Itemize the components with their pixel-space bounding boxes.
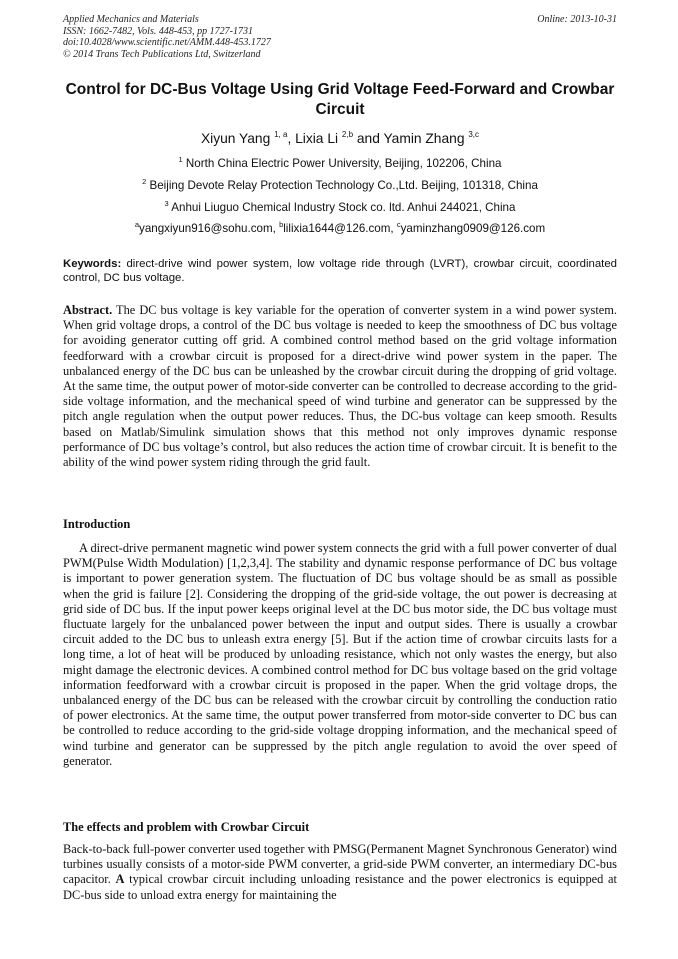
- journal-header: [63, 14, 617, 60]
- email-list: $^a$yangxiyun916@sohu.com, $^b$lilixia1644@126.com, $^c$yaminzhang0909@126.com: [134, 220, 546, 235]
- affiliation-superscript: 3: [164, 199, 169, 208]
- journal-name: Applied Mechanics and Materials: [63, 14, 199, 25]
- abstract-text: The DC bus voltage is key variable for the operation of converter system in a wind power system. When grid voltage drops, a control of the DC bus voltage is needed to keep the smoothness of DC bus voltage for avoiding generator cutting off grid. A combined control method based on the grid voltage information feedforward with a crowbar circuit is proposed for a direct-drive wind power system in the paper. The unbalanced energy of the DC bus can be unleashed by the crowbar circuit during the dropping of grid voltage. At the same time, the output power of motor-side converter can be controlled to decrease according to the grid-side voltage information, and the mechanical speed of wind turbine and generator can be suppressed by the pitch angle regulation when the output power reduces. Thus, the DC-bus voltage can keep smooth. Results based on Matlab/Simulink simulation shows that this method not only improves dynamic response performance of DC bus voltage’s control, but also reduces the action time of crowbar circuit. It is benefit to the ability of the wind power system riding through the grid fault.: [63, 303, 618, 470]
- copyright-line: © 2014 Trans Tech Publications Ltd, Switzerland: [63, 48, 261, 60]
- author-name: Xiyun Yang: [200, 131, 271, 146]
- abstract-label: Abstract.: [63, 303, 113, 317]
- keywords-block: [63, 257, 617, 285]
- email-superscript: b: [279, 220, 284, 229]
- affiliation-superscript: 2: [142, 177, 147, 186]
- introduction-paragraph: A direct-drive permanent magnetic wind power system connects the grid with a full power converter of dual PWM(Pulse Width Modulation) [1,2,3,4]. The stability and dynamic response performance of DC bus voltage is important to power generation system. The fluctuation of DC bus voltage should be as small as possible when the grid is failure [2]. Considering the dropping of the grid-side voltage, the out power is decreasing at grid side of DC bus. If the input power keeps original level at the DC bus motor side, the DC bus voltage must fluctuate largely for the unbalanced power between the input and output sides. There is usually a crowbar circuit added to the DC bus to unleash extra energy [5]. But if the action time of crowbar circuits lasts for a long time, a lot of heat will be produced by unloading resistance, which not only wastes the energy, but also might damage the electronic devices. A combined control method for DC bus voltage based on the grid voltage information feedforward with a crowbar circuit is proposed in the paper. When the grid voltage drops, the unbalanced energy of the DC bus can be released with the crowbar circuit by controlling the conduction ratio of power electronics. At the same time, the output power transferred from motor-side converter to DC bus can be controlled to reduce according to the grid-side voltage dropping information, and the mechanical speed of wind turbine and generator can be suppressed by the pitch angle regulation to avoid the over speed of generator.: [63, 541, 617, 768]
- abstract-block: [63, 303, 617, 470]
- keywords-label: Keywords:: [63, 258, 122, 270]
- affiliation-text: Beijing Devote Relay Protection Technology Co.,Ltd. Beijing, 101318, China: [149, 179, 538, 192]
- effects-text-part2: typical crowbar circuit including unloading resistance and the power electronics is equipped at DC-bus side to unload extra energy for maintaining the: [63, 872, 617, 902]
- affiliation-text: North China Electric Power University, Beijing, 102206, China: [185, 157, 502, 170]
- author-superscript: 2,b: [341, 130, 354, 139]
- introduction-heading: Introduction: [63, 517, 131, 531]
- effects-text-bold: A: [115, 872, 125, 887]
- author-superscript: 1, a: [274, 130, 288, 139]
- effects-heading: The effects and problem with Crowbar Circuit: [63, 820, 310, 834]
- online-date: Online: 2013-10-31: [537, 14, 617, 25]
- email-address[interactable]: yaminzhang0909@126.com: [400, 222, 546, 235]
- journal-info: [63, 14, 617, 60]
- affiliation-3: [63, 201, 617, 215]
- effects-text-part1: Back-to-back full-power converter used together with PMSG(Permanent Magnet Synchronous Generator) wind turbines usually consists of a motor-side PWM converter, a grid-side PWM converter, an intermediary DC-bus capacitor.: [63, 842, 617, 887]
- issn-line: ISSN: 1662-7482, Vols. 448-453, pp 1727-1731: [63, 25, 253, 37]
- affiliation-text: Anhui Liuguo Chemical Industry Stock co. ltd. Anhui 244021, China: [171, 201, 516, 214]
- author-list: Xiyun Yang $^{1, a}$, Lixia Li $^{2,b}$ and Yamin Zhang $^{3,c}$: [200, 130, 480, 146]
- affiliation-1: [63, 157, 617, 171]
- affiliation-superscript: 1: [178, 155, 183, 164]
- author-name: Yamin Zhang: [383, 131, 465, 146]
- email-superscript: a: [134, 220, 140, 229]
- doi-line: doi:10.4028/www.scientific.net/AMM.448-453.1727: [63, 37, 271, 48]
- email-address[interactable]: lilixia1644@126.com: [283, 222, 391, 235]
- email-address[interactable]: yangxiyun916@sohu.com: [139, 222, 273, 235]
- author-name: Lixia Li: [295, 131, 339, 146]
- keywords-text: direct-drive wind power system, low voltage ride through (LVRT), crowbar circuit, coordinated control, DC bus voltage.: [63, 258, 617, 284]
- author-superscript: 3,c: [468, 130, 480, 139]
- effects-paragraph: [63, 842, 617, 903]
- email-superscript: c: [396, 220, 401, 229]
- affiliation-2: [63, 179, 617, 193]
- paper-title: Control for DC-Bus Voltage Using Grid Voltage Feed-Forward and Crowbar Circuit: [65, 81, 615, 118]
